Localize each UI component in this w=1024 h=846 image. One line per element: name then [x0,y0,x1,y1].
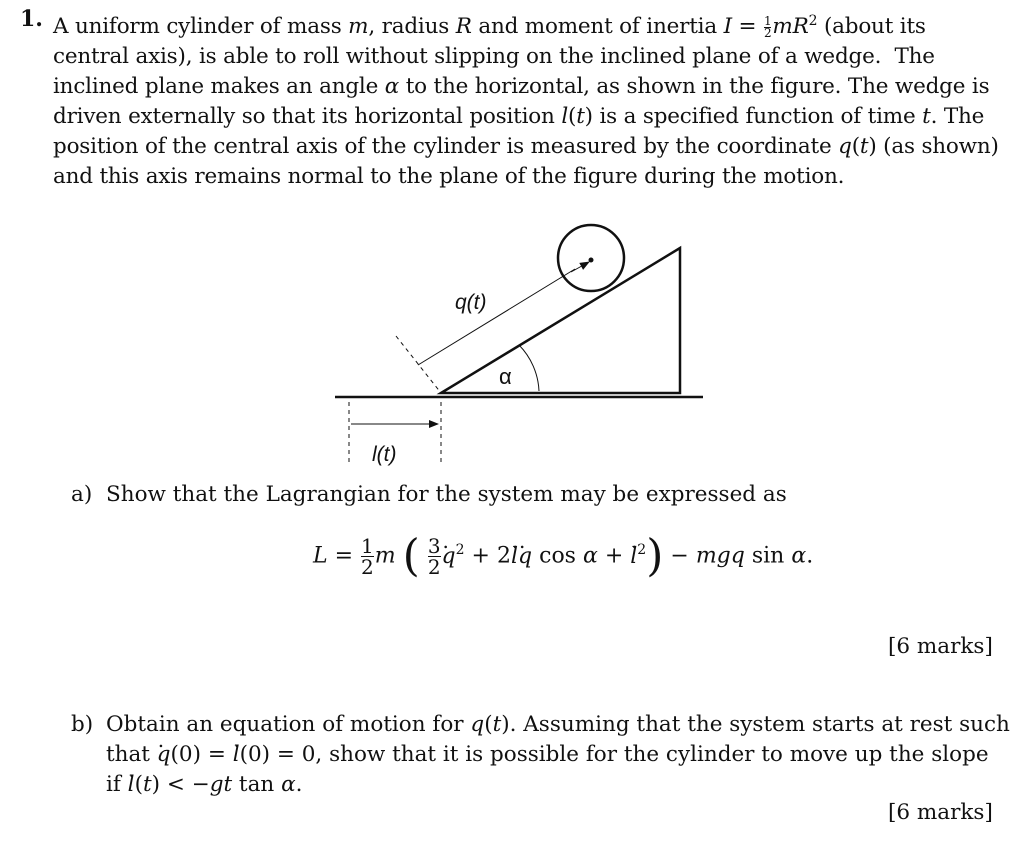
radius-arrow [571,262,589,272]
intro-line: inclined plane makes an angle α to the horizontal, as shown in the figure. The wedge is [53,74,990,100]
part-a-text: Show that the Lagrangian for the system may be expressed as [106,482,787,507]
q-label: q(t) [455,291,487,314]
alpha-label: α [499,364,512,389]
part-b-line: if . l(t) < −gt tan α. [106,770,988,800]
question-number: 1. [20,6,43,32]
part-b-line: that . q(0) = . l(0) = 0, show that it is possible for the cylinder to move up the slope [106,740,988,770]
q-measure-line [418,269,575,365]
intro-line: position of the central axis of the cylinder is measured by the coordinate q(t) (as shown) [53,134,999,160]
intro-line: A uniform cylinder of mass m, radius R and moment of inertia I = $\frac{1}{2}$ $mR^2$ (about its [53,13,926,40]
part-a-marks: [6 marks] [888,634,993,659]
part-b-line: Obtain an equation of motion for q(t). Assuming that the system starts at rest such [106,712,1010,737]
lagrangian-equation: L = $\frac{1}{2}$ m ( $\frac{3}{2}$ . $q^2 + 2$. l. q cos α + . $l^2$) − mgq sin α. [313,536,813,596]
intro-line: driven externally so that its horizontal position l(t) is a specified function of time t. The [53,104,985,130]
l-label: l(t) [372,443,397,466]
cylinder-center-dot [589,258,594,263]
part-a-label: a) [71,482,93,507]
alpha-arc [519,345,539,391]
part-b-label: b) [71,712,94,737]
part-b-marks: [6 marks] [888,800,993,825]
intro-line: central axis), is able to roll without slipping on the inclined plane of a wedge. The [53,44,935,70]
part-b-text [106,710,1010,800]
intro-line: and this axis remains normal to the plane of the figure during the motion. [53,164,845,190]
